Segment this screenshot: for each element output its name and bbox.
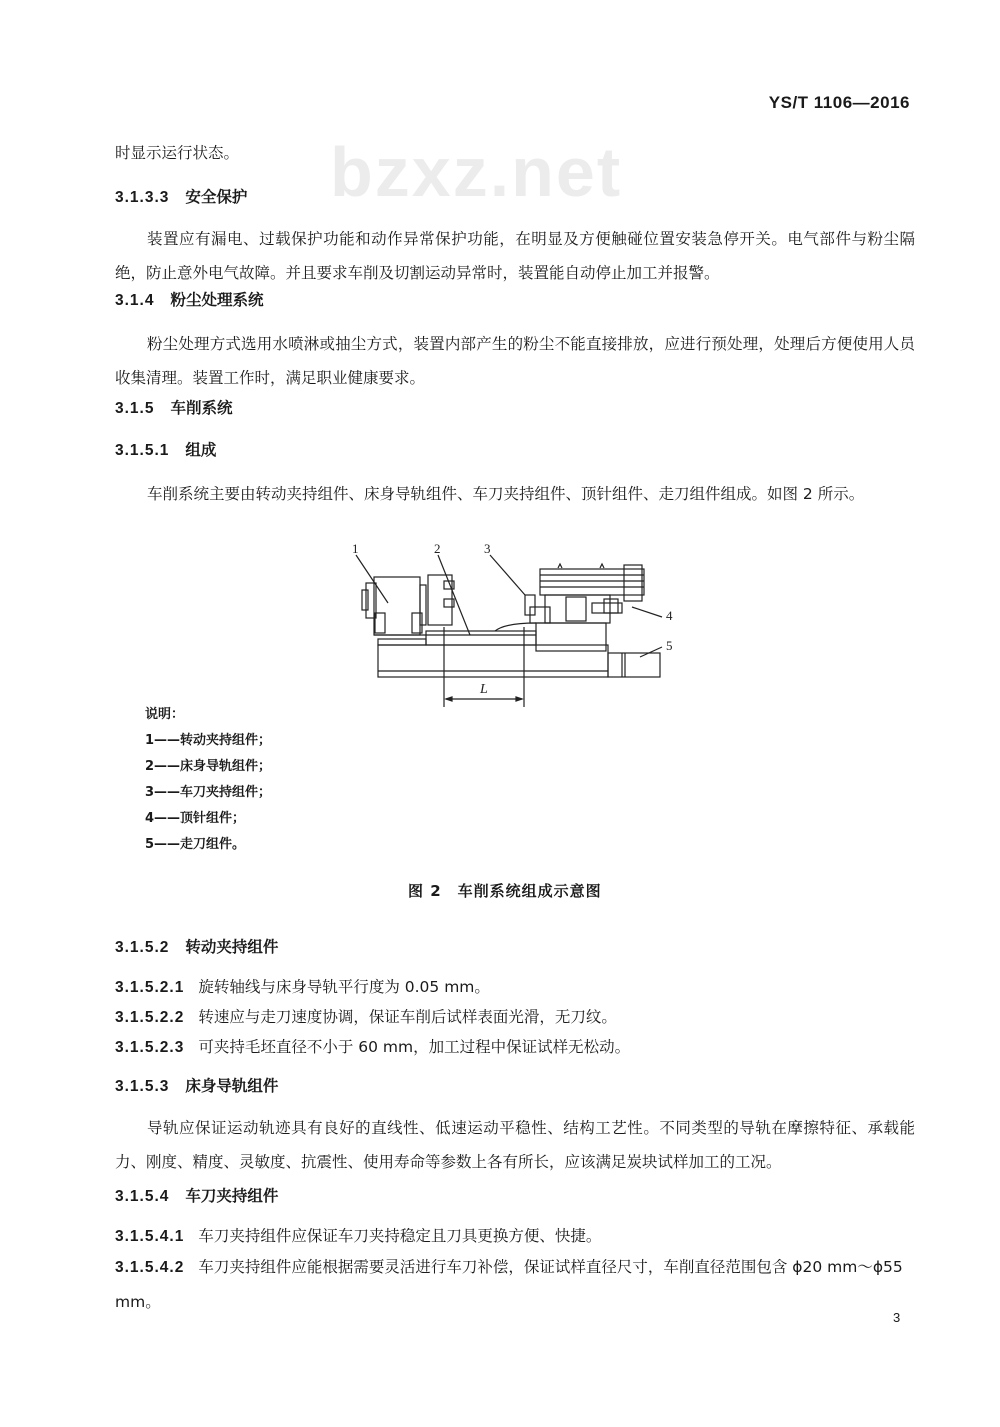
clause-3-1-5-4-1 xyxy=(115,1226,601,1247)
clause-number: 3.1.5.2.3 xyxy=(115,1039,185,1056)
dimension-label-l: L xyxy=(480,682,488,697)
clause-number: 3.1.5.2.1 xyxy=(115,979,185,996)
callout-5: 5 xyxy=(666,638,673,653)
paragraph-dust: 粉尘处理方式选用水喷淋或抽尘方式，装置内部产生的粉尘不能直接排放，应进行预处理，处理后方便使用人员收集清理。装置工作时，满足职业健康要求。 xyxy=(115,335,915,387)
clause-number: 3.1.5.4.1 xyxy=(115,1228,185,1245)
section-number: 3.1.5.3 xyxy=(115,1078,170,1095)
clause-text: 转速应与走刀速度协调，保证车削后试样表面光滑，无刀纹。 xyxy=(198,1008,617,1026)
clause-text: 车刀夹持组件应保证车刀夹持稳定且刀具更换方便、快捷。 xyxy=(198,1227,602,1245)
legend-title: 说明： xyxy=(145,707,185,722)
section-title: 组成 xyxy=(185,441,217,459)
heading-3-1-4 xyxy=(115,290,264,311)
clause-3-1-5-2-3 xyxy=(115,1037,630,1058)
section-title: 车削系统 xyxy=(170,399,233,417)
heading-3-1-5-1 xyxy=(115,440,216,461)
section-number: 3.1.3.3 xyxy=(115,189,170,206)
heading-3-1-3-3 xyxy=(115,187,247,208)
legend-item-3: 3——车刀夹持组件； xyxy=(145,785,272,800)
heading-3-1-5-3 xyxy=(115,1076,278,1097)
callout-1: 1 xyxy=(352,541,359,556)
section-number: 3.1.5.4 xyxy=(115,1188,170,1205)
legend-item-2: 2——床身导轨组件； xyxy=(145,759,272,774)
callout-2: 2 xyxy=(434,541,441,556)
paragraph-safety: 装置应有漏电、过载保护功能和动作异常保护功能，在明显及方便触碰位置安装急停开关。电气部件与粉尘隔绝，防止意外电气故障。并且要求车削及切割运动异常时，装置能自动停止加工并报警。 xyxy=(115,230,915,282)
section-title: 车刀夹持组件 xyxy=(185,1187,279,1205)
paragraph-bed-rail: 导轨应保证运动轨迹具有良好的直线性、低速运动平稳性、结构工艺性。不同类型的导轨在摩擦特征、承载能力、刚度、精度、灵敏度、抗震性、使用寿命等参数上各有所长，应该满足炭块试样加工的工况。 xyxy=(115,1119,915,1171)
page-number: 3 xyxy=(893,1310,901,1325)
section-title: 安全保护 xyxy=(185,188,248,206)
section-number: 3.1.4 xyxy=(115,292,155,309)
clause-text: 车刀夹持组件应能根据需要灵活进行车刀补偿，保证试样直径尺寸，车削直径范围包含 ϕ20 mm～ϕ55 mm。 xyxy=(115,1258,903,1311)
legend-item-4: 4——顶针组件； xyxy=(145,811,246,826)
section-number: 3.1.5.2 xyxy=(115,939,170,956)
legend-item-5: 5——走刀组件。 xyxy=(145,837,246,852)
section-number: 3.1.5 xyxy=(115,400,155,417)
clause-3-1-5-4-2 xyxy=(115,1250,915,1319)
clause-3-1-5-2-1 xyxy=(115,977,490,998)
clause-text: 旋转轴线与床身导轨平行度为 0.05 mm。 xyxy=(198,978,490,996)
section-title: 转动夹持组件 xyxy=(185,938,279,956)
lathe-system-diagram xyxy=(340,535,680,715)
clause-text: 可夹持毛坯直径不小于 60 mm，加工过程中保证试样无松动。 xyxy=(198,1038,631,1056)
callout-3: 3 xyxy=(484,541,491,556)
section-number: 3.1.5.1 xyxy=(115,442,170,459)
clause-number: 3.1.5.2.2 xyxy=(115,1009,185,1026)
callout-4: 4 xyxy=(666,608,673,623)
paragraph-composition: 车削系统主要由转动夹持组件、床身导轨组件、车刀夹持组件、顶针组件、走刀组件组成。如图 2 所示。 xyxy=(147,485,865,503)
heading-3-1-5-2 xyxy=(115,937,278,958)
heading-3-1-5 xyxy=(115,398,233,419)
continuation-text: 时显示运行状态。 xyxy=(115,144,240,162)
heading-3-1-5-4 xyxy=(115,1186,278,1207)
clause-number: 3.1.5.4.2 xyxy=(115,1259,185,1276)
standard-number: YS/T 1106—2016 xyxy=(768,93,910,112)
figure-caption: 图 2 车削系统组成示意图 xyxy=(408,882,602,900)
figure-legend xyxy=(145,702,271,858)
watermark: bzxz.net xyxy=(330,133,623,211)
legend-item-1: 1——转动夹持组件； xyxy=(145,733,272,748)
section-title: 床身导轨组件 xyxy=(185,1077,279,1095)
section-title: 粉尘处理系统 xyxy=(170,291,264,309)
clause-3-1-5-2-2 xyxy=(115,1007,617,1028)
